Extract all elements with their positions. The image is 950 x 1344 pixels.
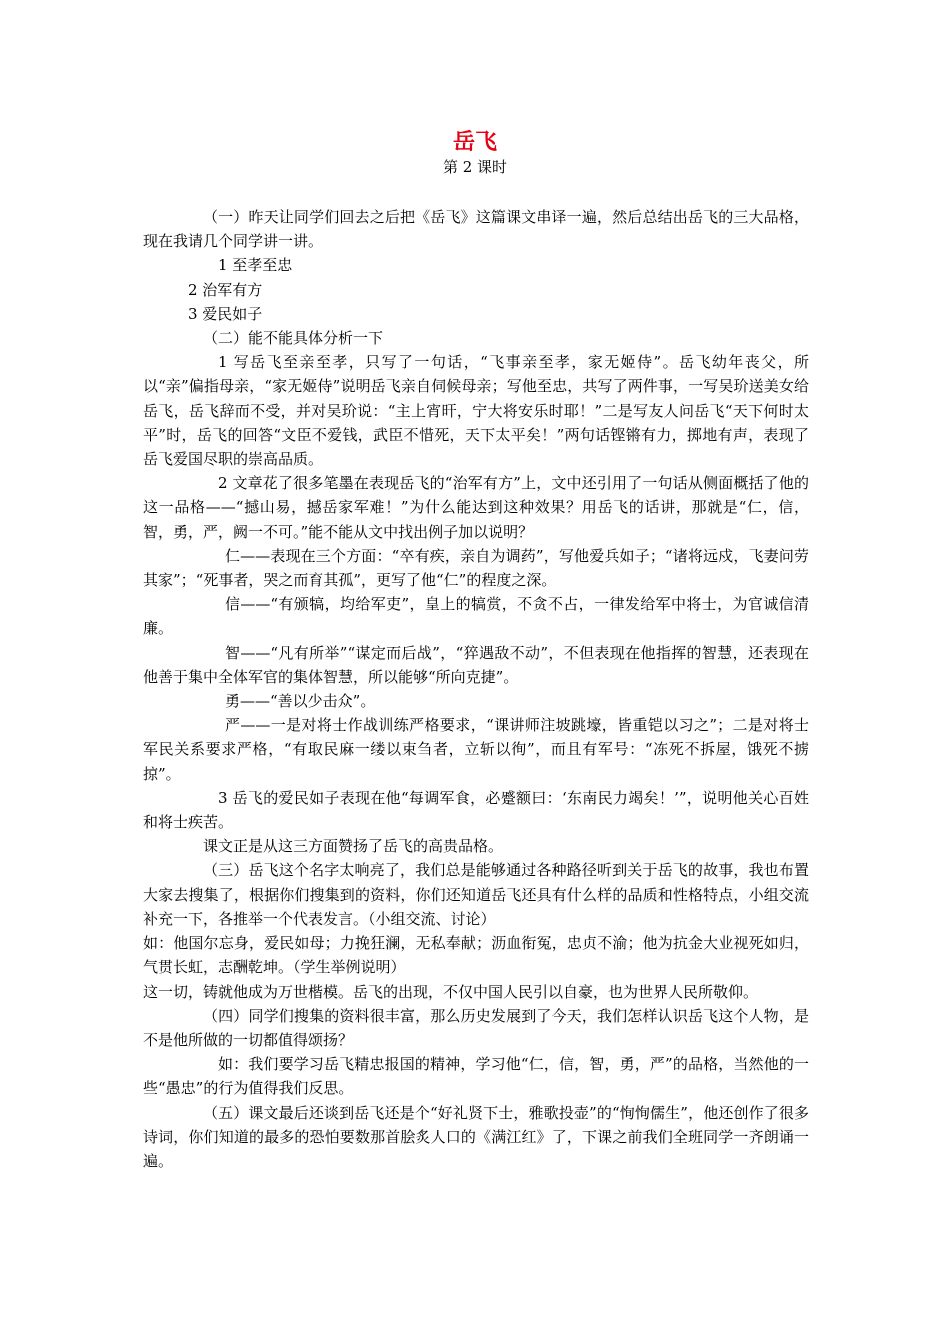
document-body xyxy=(143,205,809,1173)
paragraph-army: 2 文章花了很多笔墨在表现岳飞的“治军有方”上，文中还引用了一句话从侧面概括了他的这一品格——“撼山易，撼岳家军难！”为什么能达到这种效果？用岳飞的话讲，那就是“仁，信，智，勇，严，阙一不可。”能不能从文中找出例子加以说明？ xyxy=(143,474,809,541)
paragraph-summary: 课文正是从这三方面赞扬了岳飞的高贵品格。 xyxy=(203,837,504,856)
paragraph-yong: 勇——“善以少击众”。 xyxy=(225,692,376,711)
paragraph-section-2-heading: （二）能不能具体分析一下 xyxy=(203,329,384,348)
paragraph-reflection: 如：我们要学习岳飞精忠报国的精神，学习他“仁，信，智，勇，严”的品格，当然他的一些“愚忠”的行为值得我们反思。 xyxy=(143,1055,809,1098)
list-item-trait-3: 3 爱民如子 xyxy=(188,304,263,323)
paragraph-intro: （一）昨天让同学们回去之后把《岳飞》这篇课文串译一遍，然后总结出岳飞的三大品格，现在我请几个同学讲一讲。 xyxy=(143,208,809,251)
paragraph-model: 这一切，铸就他成为万世楷模。岳飞的出现，不仅中国人民引以自豪，也为世界人民所敬仰。 xyxy=(143,982,759,1001)
list-item-trait-1: 1 至孝至忠 xyxy=(218,256,293,275)
paragraph-example: 如：他国尔忘身，爱民如母；力挽狂澜，无私奉献；沥血衔冤，忠贞不渝；他为抗金大业视死如归，气贯长虹，志酬乾坤。（学生举例说明） xyxy=(143,934,809,977)
lesson-period: 第 2 课时 xyxy=(442,158,508,176)
paragraph-section-4: （四）同学们搜集的资料很丰富，那么历史发展到了今天，我们怎样认识岳飞这个人物，是不是他所做的一切都值得颂扬？ xyxy=(143,1006,809,1049)
paragraph-section-5: （五）课文最后还谈到岳飞还是个“好礼贤下士，雅歌投壶”的“恂恂儒生”，他还创作了很多诗词，你们知道的最多的恐怕要数那首脍炙人口的《满江红》了，下课之前我们全班同学一齐朗诵一遍。 xyxy=(143,1103,809,1170)
paragraph-section-3: （三）岳飞这个名字太响亮了，我们总是能够通过各种路径听到关于岳飞的故事，我也布置大家去搜集了，根据你们搜集到的资料，你们还知道岳飞还具有什么样的品质和性格特点，小组交流补充一下，各推举一个代表发言。（小组交流、讨论） xyxy=(143,861,809,928)
paragraph-xin: 信——“有颁犒，均给军吏”，皇上的犒赏，不贪不占，一律发给军中将士，为官诚信清廉。 xyxy=(143,595,809,638)
paragraph-loyalty: 1 写岳飞至亲至孝，只写了一句话，“飞事亲至孝，家无姬侍”。岳飞幼年丧父，所以“亲”偏指母亲，“家无姬侍”说明岳飞亲自伺候母亲；写他至忠，共写了两件事，一写吴玠送美女给岳飞，岳飞辞而不受，并对吴玠说：“主上宵旰，宁大将安乐时耶！”二是写友人问岳飞“天下何时太平”时，岳飞的回答“文臣不爱钱，武臣不惜死，天下太平矣！”两句话铿锵有力，掷地有声，表现了岳飞爱国尽职的崇高品质。 xyxy=(143,353,809,469)
paragraph-people: 3 岳飞的爱民如子表现在他“每调军食，必蹙额曰：‘东南民力竭矣！’”，说明他关心百姓和将士疾苦。 xyxy=(143,788,809,832)
paragraph-zhi: 智——“凡有所举”“谋定而后战”，“猝遇敌不动”，不但表现在他指挥的智慧，还表现在他善于集中全体军官的集体智慧，所以能够“所向克捷”。 xyxy=(143,643,809,686)
paragraph-yan: 严——一是对将士作战训练严格要求，“课讲师注坡跳壕，皆重铠以习之”；二是对将士军民关系要求严格，“有取民麻一缕以束刍者，立斩以徇”，而且有军号：“冻死不拆屋，饿死不掳掠”。 xyxy=(143,716,809,783)
list-item-trait-2: 2 治军有方 xyxy=(188,280,263,299)
page-title: 岳飞 xyxy=(452,129,497,155)
paragraph-ren: 仁——表现在三个方面：“卒有疾，亲自为调药”，写他爱兵如子；“诸将远戍，飞妻问劳其家”；“死事者，哭之而育其孤”，更写了他“仁”的程度之深。 xyxy=(143,546,809,590)
